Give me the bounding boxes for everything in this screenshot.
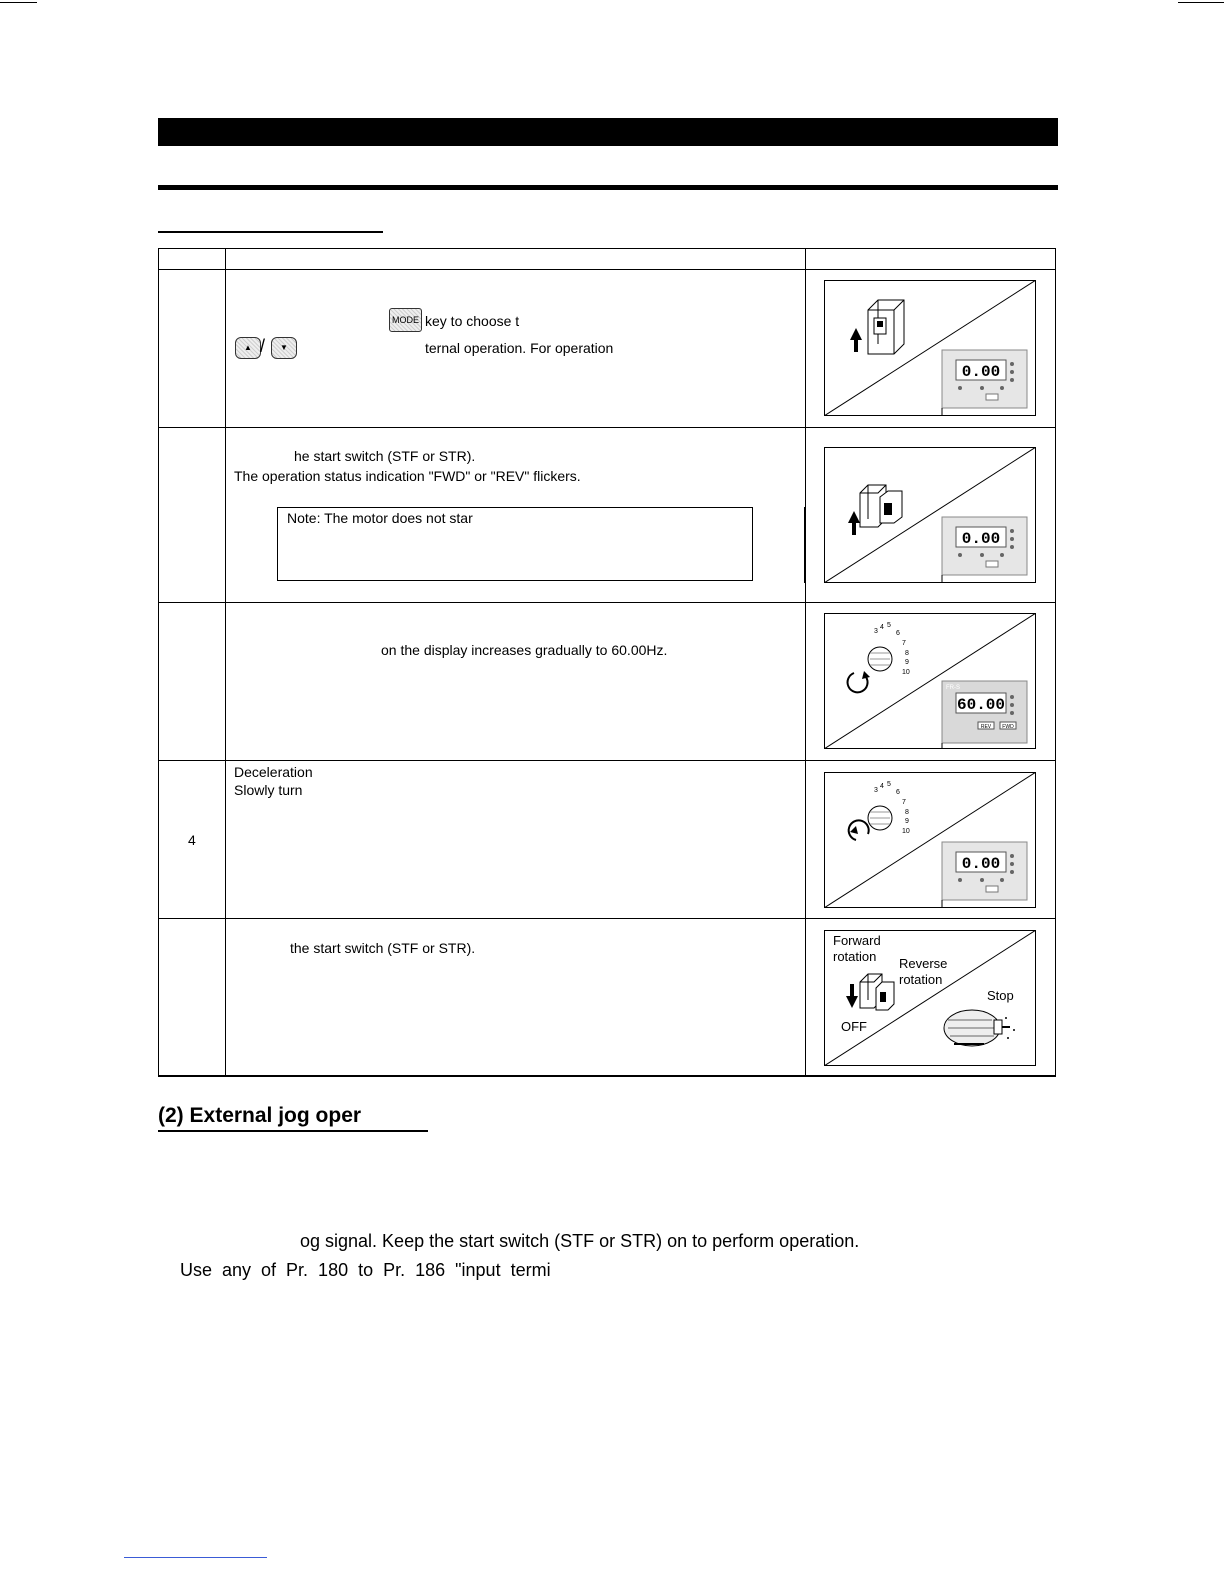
svg-text:7: 7 <box>902 799 906 806</box>
up-key: ▲ <box>235 337 261 359</box>
svg-text:0.00: 0.00 <box>961 363 1001 381</box>
display-panel <box>942 517 1027 583</box>
row3-line1: on the display increases gradually to 60.00Hz. <box>381 642 668 658</box>
svg-text:5: 5 <box>887 622 891 629</box>
row4-line2: Slowly turn <box>234 782 303 798</box>
svg-text:10: 10 <box>902 669 910 676</box>
display-panel-running <box>942 681 1027 749</box>
svg-text:3: 3 <box>874 787 878 794</box>
section-2-number: (2) <box>158 1104 184 1127</box>
section-2-para-1: og signal. Keep the start switch (STF or STR) on to perform operation. <box>300 1231 860 1251</box>
svg-text:4: 4 <box>880 783 884 790</box>
crop-mark-right <box>1178 2 1224 3</box>
mode-key: MODE <box>389 308 422 332</box>
section-heading-underline <box>158 231 383 233</box>
row5-line1: the start switch (STF or STR). <box>290 940 476 956</box>
header-rule <box>158 185 1058 190</box>
col-divider-figure <box>805 249 806 1075</box>
svg-text:0.00: 0.00 <box>961 530 1001 548</box>
section-2-underline <box>158 1130 428 1132</box>
row1-line2: ternal operation. For operation <box>425 340 614 356</box>
header-bar <box>158 118 1058 146</box>
note-text: Note: The motor does not star <box>287 510 473 526</box>
section-2-para-2: Use any of Pr. 180 to Pr. 186 "input termi <box>180 1260 551 1280</box>
svg-text:FWD: FWD <box>1002 724 1014 730</box>
row-line-2 <box>159 602 1055 603</box>
svg-text:5: 5 <box>887 781 891 788</box>
figure-acceleration <box>824 613 1036 749</box>
key-slash: / <box>260 336 266 356</box>
label-off: OFF <box>841 1019 867 1034</box>
label-rotation-1: rotation <box>833 949 877 964</box>
down-key: ▼ <box>271 337 297 359</box>
row2-line1: he start switch (STF or STR). <box>294 448 476 464</box>
row-line-3 <box>159 760 1055 761</box>
row2-margin-line <box>804 507 806 583</box>
svg-text:10: 10 <box>902 828 910 835</box>
svg-text:8: 8 <box>905 809 909 816</box>
row4-step: 4 <box>188 832 196 848</box>
footer-link-underline[interactable] <box>124 1557 267 1558</box>
svg-text:0.00: 0.00 <box>961 855 1001 873</box>
svg-text:FR-S: FR-S <box>946 685 960 691</box>
figure-stop <box>824 930 1036 1066</box>
row1-line1: key to choose t <box>425 313 520 329</box>
row4-line1: Deceleration <box>234 764 313 780</box>
svg-text:9: 9 <box>905 659 909 666</box>
svg-text:9: 9 <box>905 818 909 825</box>
label-reverse: Reverse <box>899 956 948 971</box>
label-stop: Stop <box>987 988 1014 1003</box>
svg-text:REV: REV <box>980 724 992 730</box>
label-rotation-2: rotation <box>899 972 943 987</box>
svg-text:3: 3 <box>874 628 878 635</box>
svg-text:7: 7 <box>902 640 906 647</box>
figure-power-on <box>824 280 1036 416</box>
figure-deceleration <box>824 772 1036 908</box>
section-2-title <box>158 1104 361 1128</box>
row2-line2: The operation status indication "FWD" or "REV" flickers. <box>234 468 581 484</box>
svg-text:6: 6 <box>896 630 900 637</box>
crop-mark-left <box>0 2 37 3</box>
label-forward: Forward <box>833 933 881 948</box>
figure-start-switch <box>824 447 1036 583</box>
svg-text:4: 4 <box>880 624 884 631</box>
section-2-title-text: External jog oper <box>189 1104 362 1127</box>
header-row-line <box>159 269 1055 270</box>
display-panel <box>942 842 1027 908</box>
svg-text:8: 8 <box>905 650 909 657</box>
col-divider-step <box>225 249 226 1075</box>
svg-text:6: 6 <box>896 789 900 796</box>
note-box <box>277 507 753 581</box>
row-line-4 <box>159 918 1055 919</box>
display-panel <box>942 350 1027 416</box>
svg-text:60.00: 60.00 <box>956 696 1006 714</box>
row-line-1 <box>159 427 1055 428</box>
